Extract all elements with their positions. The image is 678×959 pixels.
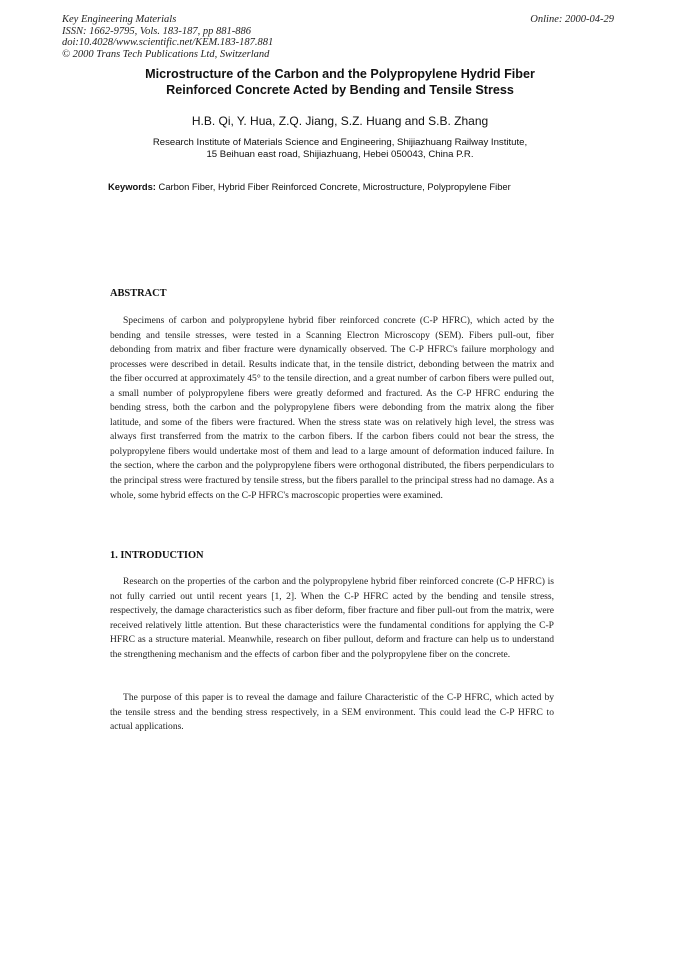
abstract-text: Specimens of carbon and polypropylene hybrid fiber reinforced concrete (C-P HFRC), which acted by the bending and tensile stresses, were tested in a Scanning Electron Microscopy (SEM). Fibers pull-out, fiber debonding from matrix and fiber fracture were dynamically observed. The C-P HFRC's failure morphology and processes were described in detail. Results indicate that, in the tensile district, debonding between the matrix and the fiber occurred at approximately 45° to the tensile direction, and a great number of carbon fibers were pulled out, a small number of polypropylene fibers were greatly deformed and fractured. As the C-P HFRC enduring the bending stress, both the carbon and the polypropylene fibers were debonding from the matrix along the fiber latitude, and some of the fibers were fractured. When the stress state was on relatively high level, the stress was always first transferred from the matrix to the carbon fibers. If the carbon fibers could not bear the stress, the polypropylene fibers would undertake most of them and lead to a large amount of deformation induced failure. In the section, where the carbon and the polypropylene fibers were orthogonal distributed, the fibers perpendiculars to the principal stress were fractured by tensile stress, but the fibers parallel to the principal stress had no damage. As a whole, some hybrid effects on the C-P HFRC's macroscopic properties were examined. xyxy=(110,315,554,501)
introduction-paragraph-1: Research on the properties of the carbon and the polypropylene hybrid fiber reinforced concrete (C-P HFRC) is not fully carried out until recent years [1, 2]. When the C-P HFRC acted by the bending and tensile stress, respectively, the damage characteristics such as fiber deform, fiber fracture and fiber pull-out from the matrix, were received relatively little attention. But these characteristics were the fundamental conditions for applying the C-P HFRC as a structure material. Meanwhile, research on fiber pullout, deform and fracture can help us to understand the strengthening mechanism and the effects of carbon fiber and the polypropylene fiber on the concrete. xyxy=(110,576,554,660)
abstract-heading: ABSTRACT xyxy=(110,288,167,299)
title-line-2: Reinforced Concrete Acted by Bending and Tensile Stress xyxy=(166,82,514,97)
affiliation-line-1: Research Institute of Materials Science and Engineering, Shijiazhuang Railway Institute, xyxy=(152,137,528,148)
author-list: H.B. Qi, Y. Hua, Z.Q. Jiang, S.Z. Huang and S.B. Zhang xyxy=(191,114,489,128)
affiliation-line-2: 15 Beihuan east road, Shijiazhuang, Hebei 050043, China P.R. xyxy=(206,148,474,160)
title-line-1: Microstructure of the Carbon and the Polypropylene Hydrid Fiber xyxy=(145,67,535,81)
copyright-line: © 2000 Trans Tech Publications Ltd, Switzerland xyxy=(62,48,270,60)
keywords xyxy=(108,181,628,193)
introduction-heading: 1. INTRODUCTION xyxy=(110,550,204,561)
introduction-paragraph-2: The purpose of this paper is to reveal the damage and failure Characteristic of the C-P HFRC, which acted by the tensile stress and the bending stress respectively, in a SEM environment. This could lead the C-P HFRC to actual applications. xyxy=(110,692,554,733)
issn-line: ISSN: 1662-9795, Vols. 183-187, pp 881-886 xyxy=(62,25,251,37)
journal-name: Key Engineering Materials xyxy=(62,14,177,25)
affiliation xyxy=(60,137,620,160)
paper-title xyxy=(60,67,620,98)
doi-line: doi:10.4028/www.scientific.net/KEM.183-187.881 xyxy=(62,37,274,48)
keywords-list: Carbon Fiber, Hybrid Fiber Reinforced Concrete, Microstructure, Polypropylene Fiber xyxy=(158,181,511,192)
keywords-label: Keywords: xyxy=(108,181,156,192)
online-date: Online: 2000-04-29 xyxy=(530,14,614,25)
journal-header xyxy=(62,14,273,60)
